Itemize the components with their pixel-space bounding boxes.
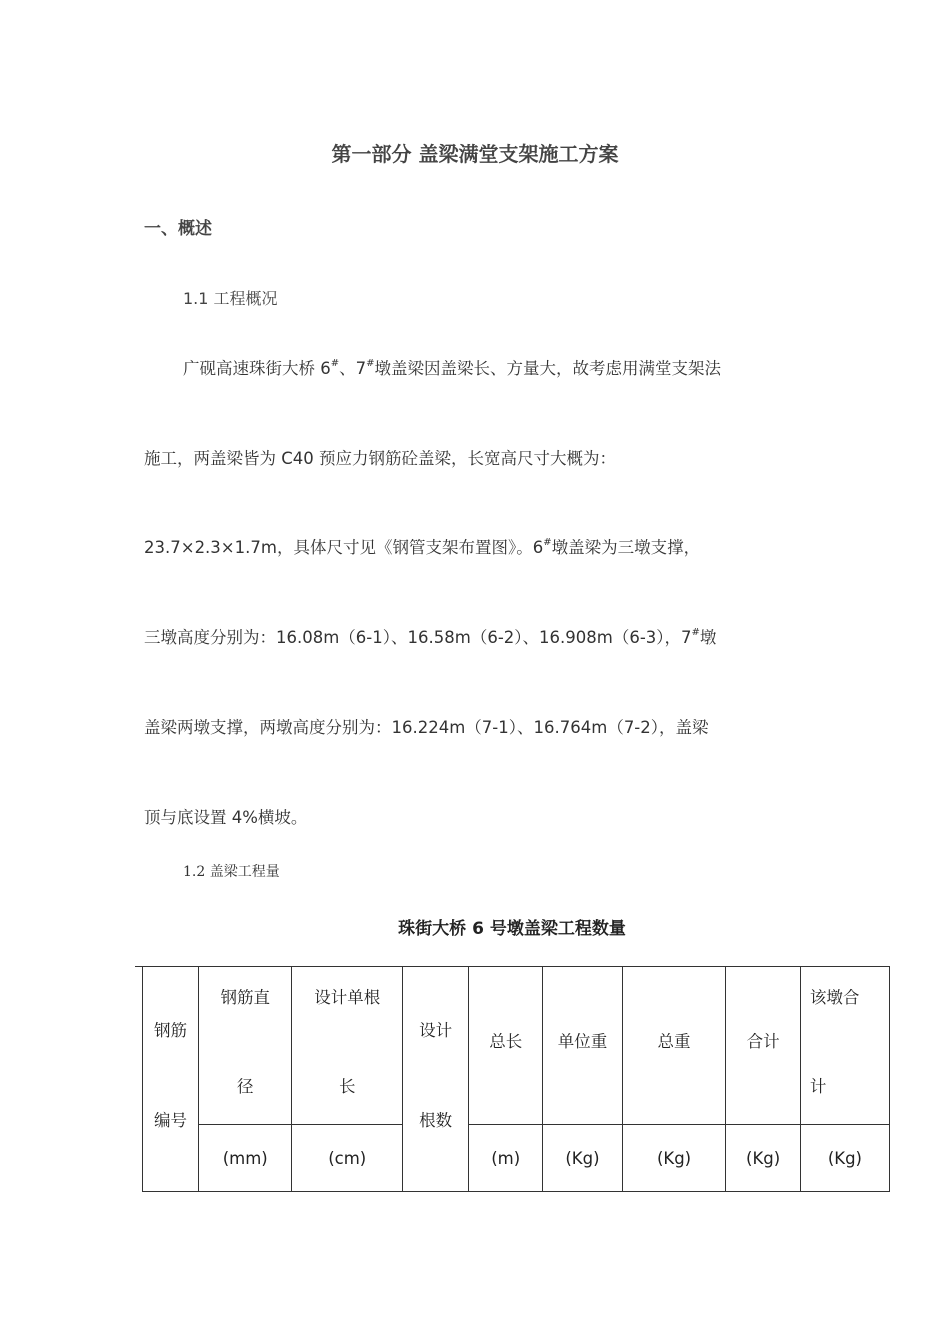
- header-text: 总重: [657, 1032, 691, 1051]
- paragraph-line-3: [144, 534, 700, 558]
- paragraph-line-1: [183, 355, 721, 379]
- paragraph-line-4: [144, 624, 716, 648]
- header-text: 单位重: [557, 1032, 608, 1051]
- section-heading-overview: 一、概述: [144, 219, 212, 239]
- header-text: 设计: [419, 1021, 453, 1040]
- header-text: 该墩合: [809, 988, 860, 1007]
- unit-cell-kg: (Kg): [543, 1125, 622, 1192]
- header-text: 根数: [419, 1111, 453, 1130]
- header-cell-design-count: [403, 967, 469, 1192]
- header-text: 钢筋直: [220, 988, 270, 1007]
- pier-mark: #: [366, 358, 375, 369]
- header-text: 计: [809, 1077, 827, 1096]
- paragraph-text: 、7: [339, 359, 367, 378]
- header-cell-pier-total: [800, 967, 889, 1125]
- unit-cell-kg: (Kg): [622, 1125, 726, 1192]
- header-cell-rebar-number: [143, 967, 199, 1192]
- unit-cell-cm: (cm): [292, 1125, 403, 1192]
- paragraph-text: 三墩高度分别为：16.08m（6-1）、16.58m（6-2）、16.908m（6-3），7: [144, 628, 692, 647]
- header-cell-total-weight: [622, 967, 726, 1125]
- header-cell-sum: [726, 967, 800, 1125]
- unit-cell-kg: (Kg): [800, 1125, 889, 1192]
- header-cell-diameter: [199, 967, 292, 1125]
- header-cell-design-length: [292, 967, 403, 1125]
- document-title: 第一部分 盖梁满堂支架施工方案: [331, 142, 619, 166]
- header-text: 设计单根: [314, 988, 381, 1007]
- unit-cell-m: (m): [469, 1125, 543, 1192]
- subsection-heading-quantities: 1.2 盖梁工程量: [183, 864, 280, 880]
- pier-mark: #: [691, 627, 700, 638]
- header-text: 编号: [154, 1111, 188, 1130]
- paragraph-line-5: 盖梁两墩支撑，两墩高度分别为：16.224m（7-1）、16.764m（7-2），盖梁: [144, 718, 709, 737]
- paragraph-text: 23.7×2.3×1.7m，具体尺寸见《钢管支架布置图》。6: [144, 538, 544, 557]
- table-title: 珠街大桥 6 号墩盖梁工程数量: [398, 919, 626, 939]
- header-cell-unit-weight: [543, 967, 622, 1125]
- paragraph-text: 墩盖梁为三墩支撑，: [551, 538, 701, 557]
- paragraph-text: 墩: [699, 628, 717, 647]
- header-text: 总长: [489, 1032, 523, 1051]
- header-text: 长: [338, 1077, 356, 1096]
- header-text: 钢筋: [154, 1021, 188, 1040]
- paragraph-line-6: 顶与底设置 4%横坡。: [144, 808, 308, 827]
- pier-mark: #: [543, 537, 552, 548]
- paragraph-text: 墩盖梁因盖梁长、方量大，故考虑用满堂支架法: [374, 359, 722, 378]
- header-text: 合计: [746, 1032, 780, 1051]
- paragraph-text: 广砚高速珠街大桥 6: [183, 359, 331, 378]
- unit-cell-mm: (mm): [199, 1125, 292, 1192]
- pier-mark: #: [330, 358, 340, 369]
- header-text: 径: [236, 1077, 254, 1096]
- header-cell-total-length: [469, 967, 543, 1125]
- quantity-table: [142, 966, 890, 1192]
- paragraph-line-2: 施工，两盖梁皆为 C40 预应力钢筋砼盖梁，长宽高尺寸大概为：: [144, 449, 617, 468]
- subsection-heading-project-overview: 1.1 工程概况: [183, 289, 278, 308]
- unit-cell-kg: (Kg): [726, 1125, 800, 1192]
